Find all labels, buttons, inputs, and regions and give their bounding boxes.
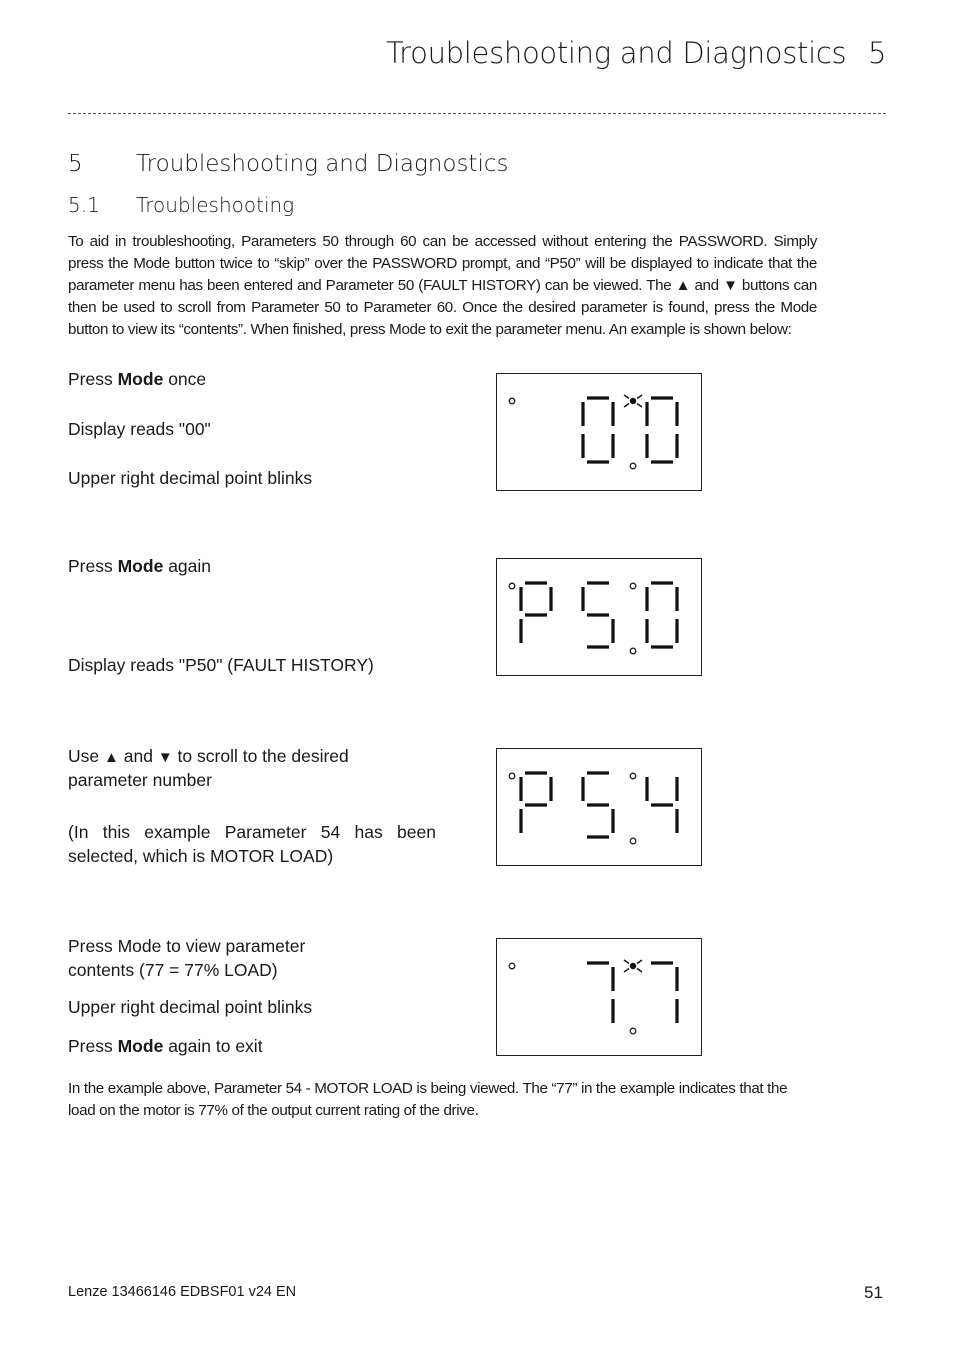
subsection-heading xyxy=(68,193,294,217)
up-arrow-icon: ▲ xyxy=(104,749,119,766)
step3-note: (In this example Parameter 54 has been selected, which is MOTOR LOAD) xyxy=(68,822,436,866)
footer-document-id: Lenze 13466146 EDBSF01 v24 EN xyxy=(68,1284,297,1300)
page-number: 51 xyxy=(864,1283,883,1302)
blink-dot xyxy=(630,398,636,404)
step2-mode: Mode xyxy=(117,556,164,576)
step2-action: again xyxy=(168,556,212,576)
section-title: Troubleshooting and Diagnostics xyxy=(136,151,509,177)
header-divider xyxy=(68,113,886,114)
down-arrow-icon: ▼ xyxy=(723,277,738,294)
section-heading xyxy=(68,151,508,177)
display-panel xyxy=(496,938,702,1056)
seven-segment-display xyxy=(497,559,701,675)
closing-paragraph xyxy=(68,1078,818,1122)
step4-rest: again to exit xyxy=(168,1036,263,1056)
blink-ray xyxy=(637,395,642,399)
display-panel xyxy=(496,373,702,491)
blink-ray xyxy=(624,969,629,973)
intro-text-part2: buttons can then be used to scroll from Parameter 50 to Parameter 60. Once the desired parameter is found, press the Mode button to view its “contents”. When finished, press Mode to exit the parameter menu. An example is shown below: xyxy=(68,277,817,338)
display-panel xyxy=(496,748,702,866)
blink-ray xyxy=(637,404,642,408)
decimal-point-upper xyxy=(630,583,636,589)
step2-line2: Display reads "P50" (FAULT HISTORY) xyxy=(68,655,374,675)
step4-mode: Mode xyxy=(117,1036,164,1056)
step3-line1 xyxy=(68,744,349,770)
step3-rest: to scroll to the desired xyxy=(177,746,349,766)
indicator-dot xyxy=(509,963,515,969)
step1-press: Press xyxy=(68,369,113,389)
step4-line3 xyxy=(68,1034,263,1058)
intro-and: and xyxy=(694,277,719,294)
blink-ray xyxy=(637,969,642,973)
indicator-dot xyxy=(509,398,515,404)
display-panel xyxy=(496,558,702,676)
indicator-dot xyxy=(509,773,515,779)
step4-line1: Press Mode to view parameter xyxy=(68,936,306,956)
down-arrow-icon: ▼ xyxy=(157,749,173,766)
subsection-number: 5.1 xyxy=(68,193,100,217)
intro-paragraph xyxy=(68,231,817,341)
blink-ray xyxy=(624,960,629,964)
decimal-point-lower xyxy=(630,648,636,654)
step1-mode: Mode xyxy=(117,369,164,389)
indicator-dot xyxy=(509,583,515,589)
decimal-point-lower xyxy=(630,463,636,469)
closing-text: In the example above, Parameter 54 - MOTOR LOAD is being viewed. The “77” in the example indicates that the load on the motor is 77% of the output current rating of the drive. xyxy=(68,1080,788,1119)
intro-text-part1: To aid in troubleshooting, Parameters 50 through 60 can be accessed without entering the PASSWORD. Simply press the Mode button twice to “skip” over the PASSWORD prompt, and “P50” will be displayed to indicate that the parameter menu has been entered and Parameter 50 (FAULT HISTORY) can be viewed. The xyxy=(68,233,817,294)
decimal-point-lower xyxy=(630,1028,636,1034)
step2-press: Press xyxy=(68,556,113,576)
seven-segment-display xyxy=(497,939,701,1055)
up-arrow-icon: ▲ xyxy=(675,277,691,294)
seven-segment-display xyxy=(497,749,701,865)
step4-press: Press xyxy=(68,1036,113,1056)
section-number: 5 xyxy=(68,151,83,177)
running-header-title: Troubleshooting and Diagnostics xyxy=(386,36,847,70)
step4-line2: Upper right decimal point blinks xyxy=(68,997,313,1017)
step1-line1 xyxy=(68,367,206,391)
step3-use: Use xyxy=(68,746,100,766)
blink-ray xyxy=(637,960,642,964)
step2-line1 xyxy=(68,554,211,578)
running-header-chapter-number: 5 xyxy=(868,36,887,70)
decimal-point-upper xyxy=(630,773,636,779)
step3-and: and xyxy=(123,746,153,766)
step3-line1b: parameter number xyxy=(68,770,212,790)
blinking-decimal-icon xyxy=(624,960,642,972)
step4-line1b: contents (77 = 77% LOAD) xyxy=(68,960,278,980)
decimal-point-lower xyxy=(630,838,636,844)
blink-dot xyxy=(630,963,636,969)
subsection-title: Troubleshooting xyxy=(136,193,295,217)
blinking-decimal-icon xyxy=(624,395,642,407)
step1-line2: Display reads "00" xyxy=(68,419,211,439)
blink-ray xyxy=(624,404,629,408)
step1-line3: Upper right decimal point blinks xyxy=(68,468,313,488)
blink-ray xyxy=(624,395,629,399)
step1-action: once xyxy=(168,369,207,389)
seven-segment-display xyxy=(497,374,701,490)
